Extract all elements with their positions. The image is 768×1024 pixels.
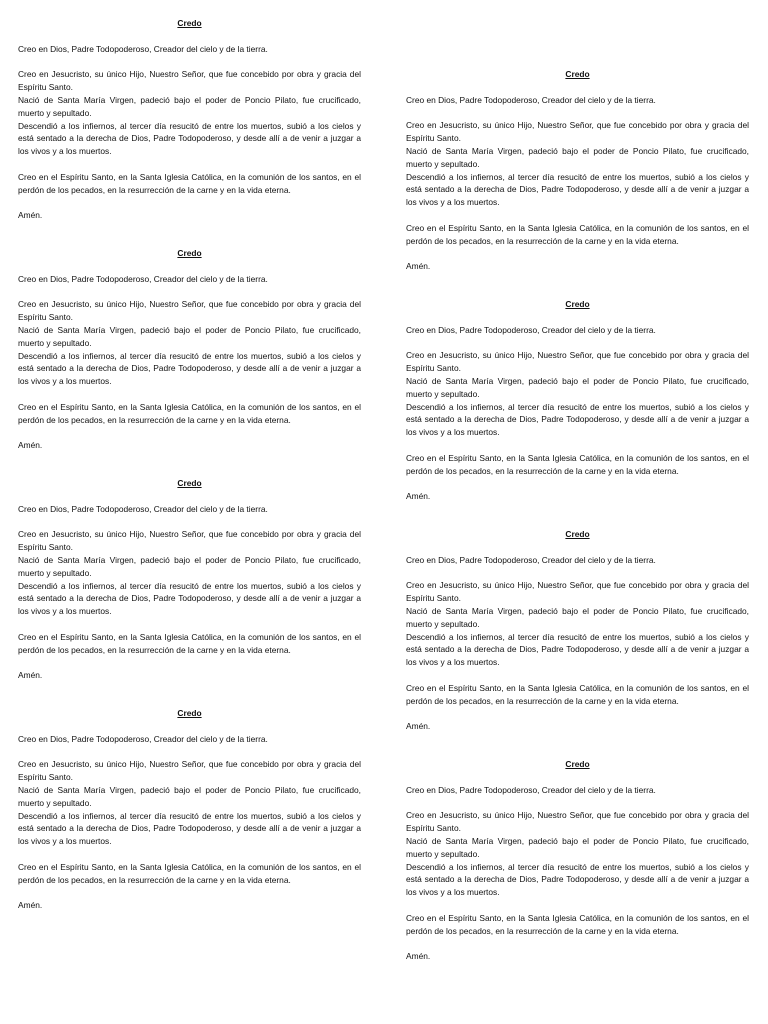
paragraph-5: Creo en el Espíritu Santo, en la Santa Iglesia Católica, en la comunión de los santos, en el perdón de los pecados, en la resurrección de la carne y en la vida eterna. — [18, 171, 361, 195]
paragraph-5: Creo en el Espíritu Santo, en la Santa Iglesia Católica, en la comunión de los santos, en el perdón de los pecados, en la resurrección de la carne y en la vida eterna. — [406, 222, 749, 246]
paragraph-1: Creo en Dios, Padre Todopoderoso, Creador del cielo y de la tierra. — [18, 503, 268, 514]
paragraph-5: Creo en el Espíritu Santo, en la Santa Iglesia Católica, en la comunión de los santos, en el perdón de los pecados, en la resurrección de la carne y en la vida eterna. — [18, 401, 361, 425]
amen-line: Amén. — [18, 210, 43, 221]
paragraph-3: Nació de Santa María Virgen, padeció bajo el poder de Poncio Pilato, fue crucificado, muerto y sepultado. — [18, 554, 361, 578]
credo-title: Credo — [177, 248, 202, 258]
paragraph-1: Creo en Dios, Padre Todopoderoso, Creador del cielo y de la tierra. — [18, 43, 268, 54]
amen-line: Amén. — [406, 261, 431, 272]
paragraph-3: Nació de Santa María Virgen, padeció bajo el poder de Poncio Pilato, fue crucificado, muerto y sepultado. — [18, 94, 361, 118]
paragraph-3: Nació de Santa María Virgen, padeció bajo el poder de Poncio Pilato, fue crucificado, muerto y sepultado. — [18, 324, 361, 348]
paragraph-2: Creo en Jesucristo, su único Hijo, Nuestro Señor, que fue concebido por obra y gracia del Espíritu Santo. — [18, 529, 361, 553]
credo-block — [18, 477, 361, 695]
credo-title: Credo — [177, 708, 202, 718]
credo-title: Credo — [177, 478, 202, 488]
amen-line: Amén. — [18, 440, 43, 451]
paragraph-4: Descendió a los infiernos, al tercer día resucitó de entre los muertos, subió a los cielos y está sentado a la derecha de Dios, Padre Todopoderoso, y desde allí a de venir a juzgar a los vivos y a los muertos. — [18, 580, 361, 617]
paragraph-4: Descendió a los infiernos, al tercer día resucitó de entre los muertos, subió a los cielos y está sentado a la derecha de Dios, Padre Todopoderoso, y desde allí a de venir a juzgar a los vivos y a los muertos. — [406, 631, 749, 668]
credo-block — [18, 17, 361, 235]
paragraph-5: Creo en el Espíritu Santo, en la Santa Iglesia Católica, en la comunión de los santos, en el perdón de los pecados, en la resurrección de la carne y en la vida eterna. — [18, 631, 361, 655]
paragraph-1: Creo en Dios, Padre Todopoderoso, Creador del cielo y de la tierra. — [406, 554, 656, 565]
paragraph-4: Descendió a los infiernos, al tercer día resucitó de entre los muertos, subió a los cielos y está sentado a la derecha de Dios, Padre Todopoderoso, y desde allí a de venir a juzgar a los vivos y a los muertos. — [18, 350, 361, 387]
paragraph-4: Descendió a los infiernos, al tercer día resucitó de entre los muertos, subió a los cielos y está sentado a la derecha de Dios, Padre Todopoderoso, y desde allí a de venir a juzgar a los vivos y a los muertos. — [18, 810, 361, 847]
credo-title: Credo — [565, 759, 590, 769]
amen-line: Amén. — [18, 900, 43, 911]
paragraph-5: Creo en el Espíritu Santo, en la Santa Iglesia Católica, en la comunión de los santos, en el perdón de los pecados, en la resurrección de la carne y en la vida eterna. — [406, 682, 749, 706]
paragraph-2: Creo en Jesucristo, su único Hijo, Nuestro Señor, que fue concebido por obra y gracia del Espíritu Santo. — [406, 120, 749, 144]
paragraph-2: Creo en Jesucristo, su único Hijo, Nuestro Señor, que fue concebido por obra y gracia del Espíritu Santo. — [406, 580, 749, 604]
paragraph-4: Descendió a los infiernos, al tercer día resucitó de entre los muertos, subió a los cielos y está sentado a la derecha de Dios, Padre Todopoderoso, y desde allí a de venir a juzgar a los vivos y a los muertos. — [406, 861, 749, 898]
paragraph-1: Creo en Dios, Padre Todopoderoso, Creador del cielo y de la tierra. — [18, 273, 268, 284]
credo-title: Credo — [565, 529, 590, 539]
credo-title: Credo — [565, 299, 590, 309]
credo-block — [406, 758, 749, 976]
paragraph-4: Descendió a los infiernos, al tercer día resucitó de entre los muertos, subió a los cielos y está sentado a la derecha de Dios, Padre Todopoderoso, y desde allí a de venir a juzgar a los vivos y a los muertos. — [18, 120, 361, 157]
credo-block — [406, 68, 749, 286]
paragraph-2: Creo en Jesucristo, su único Hijo, Nuestro Señor, que fue concebido por obra y gracia del Espíritu Santo. — [406, 810, 749, 834]
amen-line: Amén. — [18, 670, 43, 681]
paragraph-5: Creo en el Espíritu Santo, en la Santa Iglesia Católica, en la comunión de los santos, en el perdón de los pecados, en la resurrección de la carne y en la vida eterna. — [18, 861, 361, 885]
amen-line: Amén. — [406, 721, 431, 732]
credo-title: Credo — [565, 69, 590, 79]
credo-title: Credo — [177, 18, 202, 28]
paragraph-2: Creo en Jesucristo, su único Hijo, Nuestro Señor, que fue concebido por obra y gracia del Espíritu Santo. — [18, 299, 361, 323]
paragraph-4: Descendió a los infiernos, al tercer día resucitó de entre los muertos, subió a los cielos y está sentado a la derecha de Dios, Padre Todopoderoso, y desde allí a de venir a juzgar a los vivos y a los muertos. — [406, 401, 749, 438]
paragraph-2: Creo en Jesucristo, su único Hijo, Nuestro Señor, que fue concebido por obra y gracia del Espíritu Santo. — [406, 350, 749, 374]
paragraph-1: Creo en Dios, Padre Todopoderoso, Creador del cielo y de la tierra. — [406, 784, 656, 795]
credo-block — [406, 298, 749, 516]
credo-block — [18, 707, 361, 925]
paragraph-3: Nació de Santa María Virgen, padeció bajo el poder de Poncio Pilato, fue crucificado, muerto y sepultado. — [406, 145, 749, 169]
paragraph-3: Nació de Santa María Virgen, padeció bajo el poder de Poncio Pilato, fue crucificado, muerto y sepultado. — [406, 375, 749, 399]
amen-line: Amén. — [406, 951, 431, 962]
paragraph-1: Creo en Dios, Padre Todopoderoso, Creador del cielo y de la tierra. — [406, 324, 656, 335]
paragraph-2: Creo en Jesucristo, su único Hijo, Nuestro Señor, que fue concebido por obra y gracia del Espíritu Santo. — [18, 759, 361, 783]
paragraph-4: Descendió a los infiernos, al tercer día resucitó de entre los muertos, subió a los cielos y está sentado a la derecha de Dios, Padre Todopoderoso, y desde allí a de venir a juzgar a los vivos y a los muertos. — [406, 171, 749, 208]
credo-block — [406, 528, 749, 746]
credo-block — [18, 247, 361, 465]
paragraph-3: Nació de Santa María Virgen, padeció bajo el poder de Poncio Pilato, fue crucificado, muerto y sepultado. — [406, 605, 749, 629]
paragraph-3: Nació de Santa María Virgen, padeció bajo el poder de Poncio Pilato, fue crucificado, muerto y sepultado. — [18, 784, 361, 808]
paragraph-2: Creo en Jesucristo, su único Hijo, Nuestro Señor, que fue concebido por obra y gracia del Espíritu Santo. — [18, 69, 361, 93]
paragraph-1: Creo en Dios, Padre Todopoderoso, Creador del cielo y de la tierra. — [406, 94, 656, 105]
paragraph-1: Creo en Dios, Padre Todopoderoso, Creador del cielo y de la tierra. — [18, 733, 268, 744]
paragraph-5: Creo en el Espíritu Santo, en la Santa Iglesia Católica, en la comunión de los santos, en el perdón de los pecados, en la resurrección de la carne y en la vida eterna. — [406, 912, 749, 936]
amen-line: Amén. — [406, 491, 431, 502]
paragraph-3: Nació de Santa María Virgen, padeció bajo el poder de Poncio Pilato, fue crucificado, muerto y sepultado. — [406, 835, 749, 859]
paragraph-5: Creo en el Espíritu Santo, en la Santa Iglesia Católica, en la comunión de los santos, en el perdón de los pecados, en la resurrección de la carne y en la vida eterna. — [406, 452, 749, 476]
